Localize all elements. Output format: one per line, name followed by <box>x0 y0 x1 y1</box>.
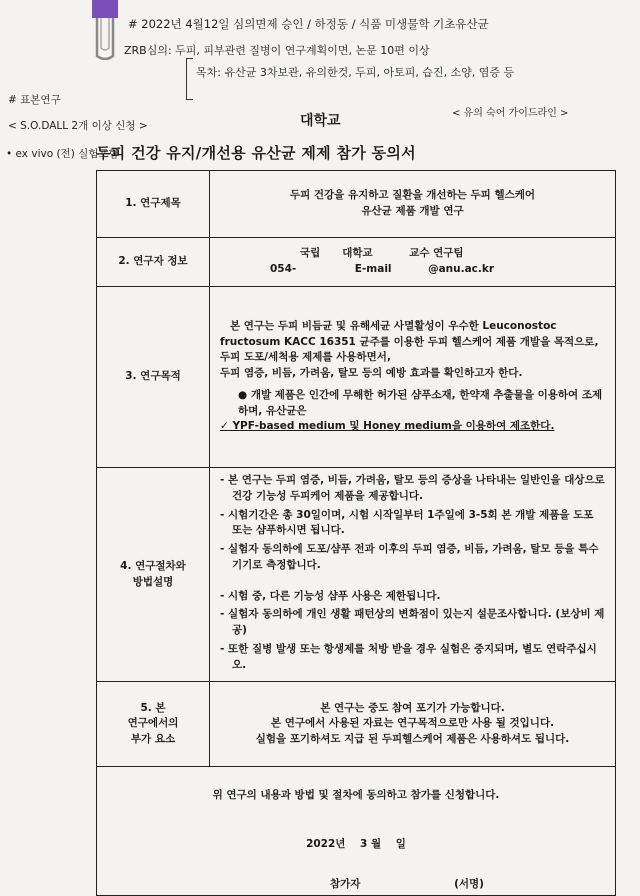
participant-label: 참가자 <box>330 878 361 891</box>
procedure-value <box>210 468 616 682</box>
label-additional <box>97 682 210 767</box>
purpose-paragraph-2: 두피 염증, 비듬, 가려움, 탈모 등의 예방 효과를 확인하고자 한다. <box>220 367 523 380</box>
research-title-value <box>210 171 616 238</box>
procedure-item: - 본 연구는 두피 염증, 비듬, 가려움, 탈모 등의 증상을 나타내는 일반인을 대상으로 건강 기능성 두피케어 제품을 제공합니다. <box>220 474 605 502</box>
label-research-purpose: 3. 연구목적 <box>97 287 210 468</box>
purpose-bullet-1: ● 개발 제품은 인간에 무해한 허가된 샴푸소재, 한약재 추출물을 이용하여 조제하며, 유산균은 <box>238 388 603 417</box>
label-procedure <box>97 468 210 682</box>
additional-line-1: 본 연구는 중도 참여 포기가 가능합니다. <box>320 701 505 714</box>
research-title-line-2: 유산균 제품 개발 연구 <box>361 205 464 217</box>
university-name: 대학교 <box>300 113 341 129</box>
handwritten-note-sample: # 표본연구 <box>8 94 61 106</box>
purpose-paragraph-1: 본 연구는 두피 비듬균 및 유해세균 사멸활성이 우수한 Leuconostoc fructosum KACC 16351 균주를 이용한 두피 헬스케어 제품 개발을 목적으로, 두피 도포/세척용 제제를 사용하면서, <box>220 319 599 364</box>
label-procedure-line-2: 방법설명 <box>132 575 174 588</box>
row-researcher-info <box>97 238 616 287</box>
procedure-gap <box>220 577 605 589</box>
agreement-statement: 위 연구의 내용과 방법 및 절차에 동의하고 참가를 신청합니다. <box>212 788 500 801</box>
handwritten-note-contents: 목차: 유산균 3차보관, 유의한것, 두피, 아토피, 습진, 소양, 염증 등 <box>196 66 515 79</box>
signature-section <box>97 767 616 896</box>
handwritten-bracket <box>186 58 193 100</box>
row-research-title <box>97 171 616 238</box>
signature-field[interactable]: (서명) <box>454 878 484 891</box>
additional-line-3: 실험을 포기하셔도 지급 된 두피헬스케어 제품은 사용하셔도 됩니다. <box>255 733 570 746</box>
research-purpose-value <box>210 287 616 468</box>
binder-clip-icon <box>88 0 122 60</box>
label-researcher-info: 2. 연구자 정보 <box>97 238 210 287</box>
handwritten-note-exvivo: • ex vivo (전) 실험포함 <box>6 148 119 160</box>
handwritten-note-approval: # 2022년 4월12일 심의면제 승인 / 하정동 / 식품 미생물학 기초유산균 <box>128 17 489 31</box>
row-research-purpose <box>97 287 616 468</box>
handwritten-note-guide: < 유의 숙어 가이드라인 > <box>452 108 569 119</box>
signature-date[interactable]: 2022년 3 월 일 <box>306 838 406 851</box>
row-signature <box>97 767 616 896</box>
additional-line-2: 본 연구에서 사용된 자료는 연구목적으로만 사용 될 것입니다. <box>270 717 555 730</box>
label-additional-line-2: 연구에서의 <box>127 717 179 730</box>
label-research-title: 1. 연구제목 <box>97 171 210 238</box>
procedure-item: - 시험기간은 총 30일이며, 시험 시작일부터 1주일에 3-5회 본 개발 제품을 도포 또는 샴푸하시면 됩니다. <box>220 508 594 537</box>
handwritten-note-irb: ZRB심의: 두피, 피부관련 질병이 연구계획이면, 논문 10편 이상 <box>124 44 430 57</box>
handwritten-note-sodall: < S.O.DALL 2개 이상 신청 > <box>8 120 148 132</box>
procedure-item: - 실험자 동의하에 개인 생활 패턴상의 변화점이 있는지 설문조사합니다. (보상비 제공) <box>220 608 605 636</box>
procedure-item: - 또한 질병 발생 또는 항생제를 처방 받을 경우 실험은 중지되며, 별도 연락주십시오. <box>220 642 597 671</box>
additional-value <box>210 682 616 767</box>
researcher-affiliation: 국립 대학교 교수 연구팀 <box>300 247 464 260</box>
label-additional-line-3: 부가 요소 <box>130 733 176 746</box>
procedure-item: - 실험자 동의하에 도포/샴푸 전과 이후의 두피 염증, 비듬, 가려움, 탈모 등을 특수기기로 측정합니다. <box>220 543 599 571</box>
row-procedure <box>97 468 616 682</box>
procedure-item: - 시험 중, 다른 기능성 샴푸 사용은 제한됩니다. <box>220 589 441 602</box>
row-additional <box>97 682 616 767</box>
researcher-info-value <box>210 238 616 287</box>
research-title-line-1: 두피 건강을 유지하고 질환을 개선하는 두피 헬스케어 <box>289 189 536 202</box>
consent-form-table <box>96 170 616 896</box>
document-title: 두피 건강 유지/개선용 유산균 제제 참가 동의서 <box>96 144 416 162</box>
purpose-bullet-2: ✓ YPF-based medium 및 Honey medium을 이용하여 제조한다. <box>220 420 555 433</box>
label-procedure-line-1: 4. 연구절차와 <box>120 559 186 572</box>
participant-line <box>98 877 614 893</box>
label-additional-line-1: 5. 본 <box>140 701 166 714</box>
researcher-contact: 054- E-mail @anu.ac.kr <box>270 263 495 275</box>
